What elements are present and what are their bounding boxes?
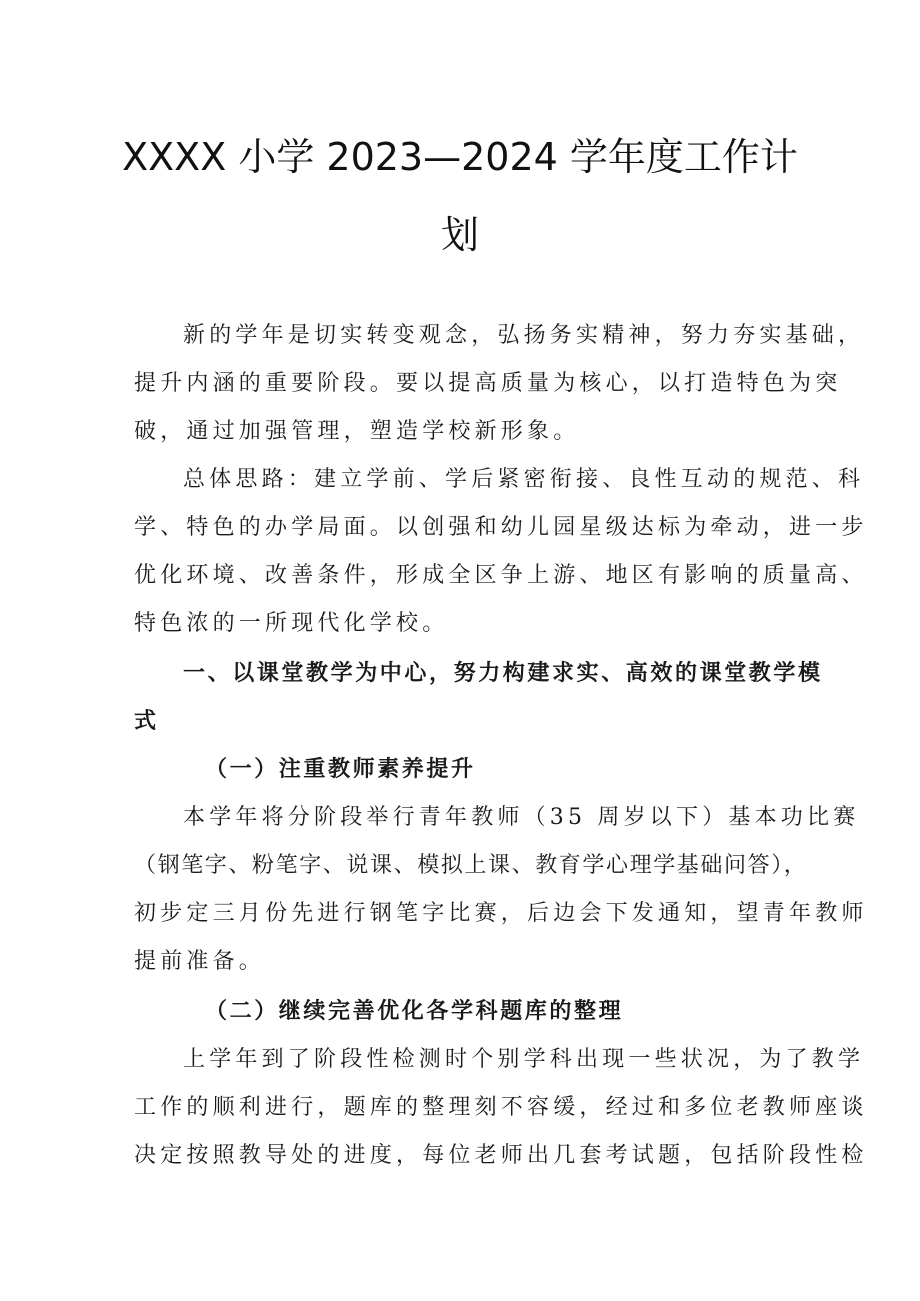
subsection-1-heading: （一）注重教师素养提升 xyxy=(205,757,476,782)
section-1-heading-line: 式 xyxy=(134,709,159,734)
intro-paragraph-line: 新的学年是切实转变观念，弘扬务实精神，努力夯实基础， xyxy=(183,323,865,348)
subsection-1-paragraph-line: 本学年将分阶段举行青年教师（35 周岁以下）基本功比赛 xyxy=(183,805,860,830)
subsection-1-paragraph-line: 初步定三月份先进行钢笔字比赛，后边会下发通知，望青年教师 xyxy=(134,901,868,926)
subsection-2-paragraph-line: 上学年到了阶段性检测时个别学科出现一些状况，为了教学 xyxy=(183,1047,865,1072)
overall-paragraph-line: 总体思路：建立学前、学后紧密衔接、良性互动的规范、科 xyxy=(183,467,865,492)
intro-paragraph-line: 破，通过加强管理，塑造学校新形象。 xyxy=(134,419,580,444)
document-title-line-1: XXXX 小学 2023—2024 学年度工作计 xyxy=(122,135,798,179)
subsection-2-heading: （二）继续完善优化各学科题库的整理 xyxy=(205,999,624,1024)
subsection-2-paragraph-line: 工作的顺利进行，题库的整理刻不容缓，经过和多位老教师座谈 xyxy=(134,1095,868,1120)
overall-paragraph-line: 优化环境、改善条件，形成全区争上游、地区有影响的质量高、 xyxy=(134,563,868,588)
intro-paragraph-line: 提升内涵的重要阶段。要以提高质量为核心，以打造特色为突 xyxy=(134,371,842,396)
subsection-1-paragraph-line: 提前准备。 xyxy=(134,949,266,974)
overall-paragraph-line: 特色浓的一所现代化学校。 xyxy=(134,611,449,636)
overall-paragraph-line: 学、特色的办学局面。以创强和幼儿园星级达标为牵动，进一步 xyxy=(134,515,868,540)
section-1-heading-line: 一、以课堂教学为中心，努力构建求实、高效的课堂教学模 xyxy=(183,661,823,686)
subsection-2-paragraph-line: 决定按照教导处的进度，每位老师出几套考试题，包括阶段性检 xyxy=(134,1143,868,1168)
document-title-line-2: 划 xyxy=(440,213,479,257)
subsection-1-paragraph-line: （钢笔字、粉笔字、说课、模拟上课、教育学心理学基础问答）， xyxy=(134,853,808,878)
